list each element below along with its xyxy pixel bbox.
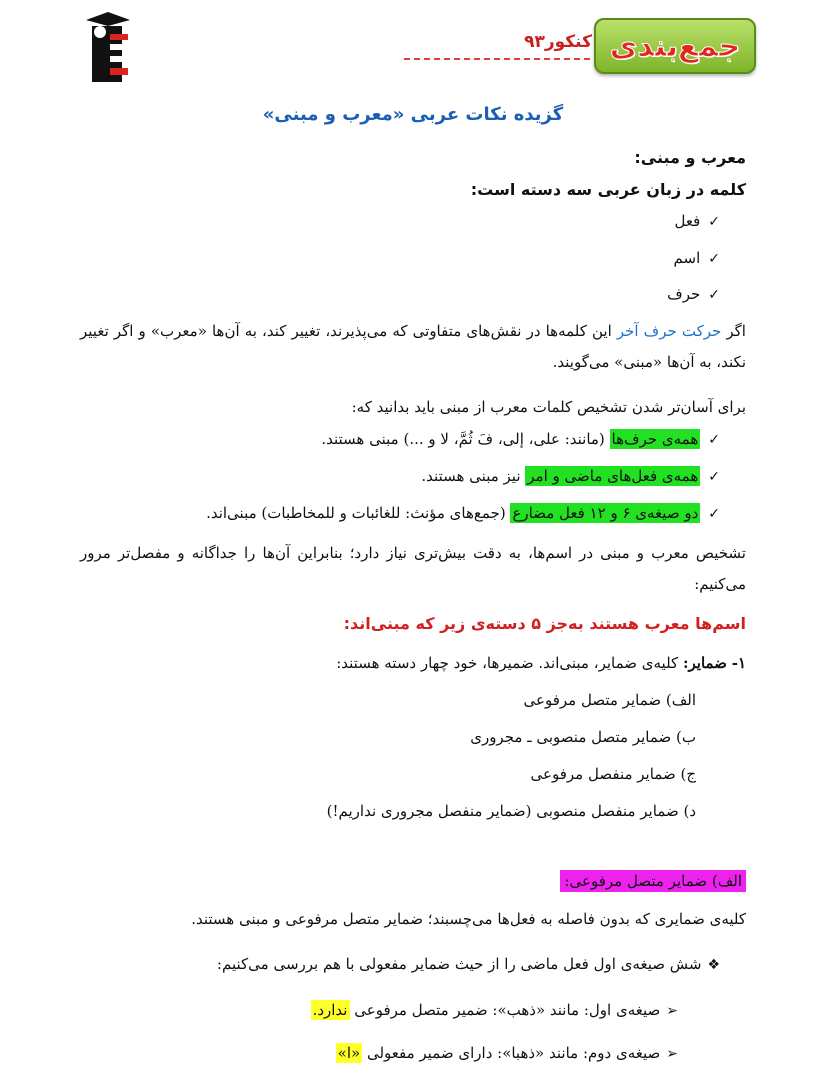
check-icon: ✓	[708, 432, 720, 448]
check-icon: ✓	[708, 214, 720, 230]
item-pronouns: ۱- ضمایر: کلیه‌ی ضمایر، مبنی‌اند. ضمیرها، خود چهار دسته هستند:	[336, 654, 746, 672]
document-title: گزیده نکات عربی «معرب و مبنی»	[262, 104, 564, 125]
sub-item: الف) ضمایر متصل مرفوعی	[523, 691, 696, 709]
section-heading: الف) ضمایر متصل مرفوعی:	[560, 872, 746, 890]
heading-moarab-mabni: معرب و مبنی:	[634, 148, 746, 167]
check-icon: ✓	[708, 469, 720, 485]
intro-rules: برای آسان‌تر شدن تشخیص کلمات معرب از مبنی باید بدانید که:	[351, 398, 746, 416]
sub-item: ج) ضمایر منفصل مرفوعی	[530, 765, 696, 783]
rule-item: ✓دو صیغه‌ی ۶ و ۱۲ فعل مضارع (جمع‌های مؤنث: للغائبات و للمخاطبات) مبنی‌اند.	[206, 504, 720, 522]
sub-item: ب) ضمایر متصل منصوبی ـ مجروری	[470, 728, 696, 746]
arrow-bullet-icon: ➢	[666, 1046, 678, 1062]
list-item: ✓حرف	[667, 285, 720, 303]
paragraph-definition: اگر حرکت حرف آخر این کلمه‌ها در نقش‌های متفاوتی که می‌پذیرند، تغییر کند، به آن‌ها «معرب» و اگر تغییر نکند، به آن‌ها «مبنی» می‌گویند.	[80, 322, 746, 371]
arrow-item: ➢صیغه‌ی دوم: مانند «ذهبا»: دارای ضمیر مفعولی «ا»	[337, 1044, 678, 1062]
highlight-last-letter: حرکت حرف آخر	[616, 322, 722, 340]
konkur-subtitle: کنکور۹۳	[524, 32, 592, 52]
paragraph-nouns: تشخیص معرب و مبنی در اسم‌ها، به دقت بیش‌تری نیاز دارد؛ بنابراین آن‌ها را جداگانه و مفصل‌تر مرور می‌کنیم:	[80, 544, 746, 593]
list-item: ✓فعل	[674, 212, 720, 230]
arrow-item: ➢صیغه‌ی اول: مانند «ذهب»: ضمیر متصل مرفوعی ندارد.	[312, 1001, 678, 1019]
graduate-logo-icon	[86, 12, 130, 84]
red-heading: اسم‌ها معرب هستند به‌جز ۵ دسته‌ی زیر که مبنی‌اند:	[343, 614, 746, 633]
heading-word-types: کلمه در زبان عربی سه دسته است:	[470, 180, 746, 199]
check-icon: ✓	[708, 251, 720, 267]
sub-item: د) ضمایر منفصل منصوبی (ضمایر منفصل مجروری نداریم!)	[326, 802, 696, 820]
list-item: ✓اسم	[673, 249, 720, 267]
rule-item: ✓همه‌ی فعل‌های ماضی و امر نیز مبنی هستند.	[421, 467, 720, 485]
header-divider	[404, 58, 590, 60]
check-icon: ✓	[708, 506, 720, 522]
rule-item: ✓همه‌ی حرف‌ها (مانند: علی، إلی، فَ ثُمَّ، لا و ...) مبنی هستند.	[321, 430, 720, 448]
arrow-bullet-icon: ➢	[666, 1003, 678, 1019]
check-icon: ✓	[708, 287, 720, 303]
diamond-bullet-icon: ❖	[707, 957, 720, 973]
jambandi-badge	[594, 18, 756, 74]
diamond-item: ❖شش صیغه‌ی اول فعل ماضی را از حیث ضمایر مفعولی با هم بررسی می‌کنیم:	[216, 955, 720, 973]
kanoon-logo	[86, 12, 130, 84]
badge-text: جمع‌بندی	[609, 28, 741, 64]
paragraph-attached-pronouns: کلیه‌ی ضمایری که بدون فاصله به فعل‌ها می‌چسبند؛ ضمایر متصل مرفوعی و مبنی هستند.	[191, 910, 746, 928]
